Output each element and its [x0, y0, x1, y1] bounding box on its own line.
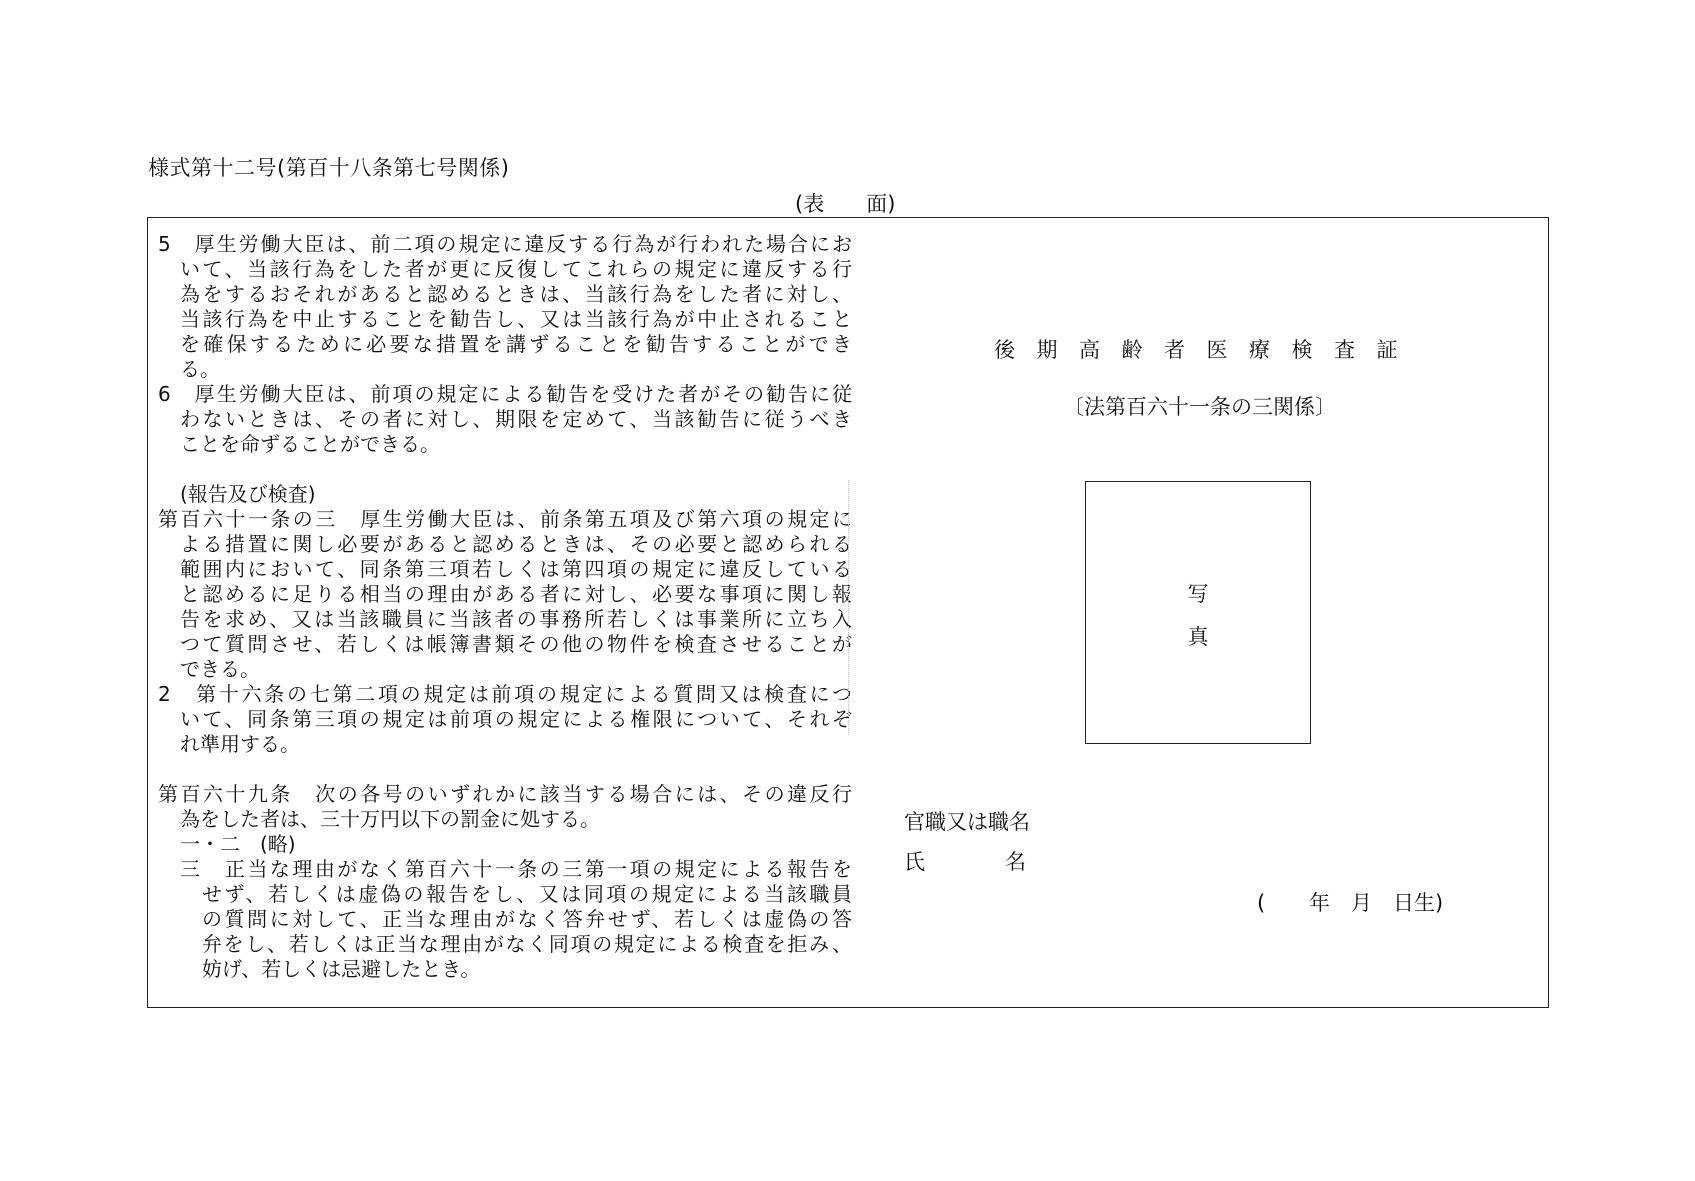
law-line: わないときは、その者に対し、期限を定めて、当該勧告に従うべき — [180, 407, 852, 431]
law-line: れ準用する。 — [180, 732, 300, 756]
position-label: 官職又は職名 — [904, 810, 1030, 834]
law-line: 為をした者は、三十万円以下の罰金に処する。 — [180, 807, 600, 831]
law-line: の質問に対して、正当な理由がなく答弁せず、若しくは虚偽の答 — [202, 907, 852, 931]
card-title: 後期高齢者医療検査証 — [994, 338, 1419, 362]
law-line: 第百六十九条 次の各号のいずれかに該当する場合には、その違反行 — [158, 782, 852, 806]
law-line: 6 厚生労働大臣は、前項の規定による勧告を受けた者がその勧告に従 — [158, 382, 852, 406]
law-line: 2 第十六条の七第二項の規定は前項の規定による質問又は検査につ — [158, 682, 852, 706]
law-line: よる措置に関し必要があると認めるときは、その必要と認められる — [180, 532, 852, 556]
law-line: 妨げ、若しくは忌避したとき。 — [202, 957, 481, 981]
birth-open: ( — [1257, 891, 1266, 915]
law-line: ことを命ずることができる。 — [180, 432, 440, 456]
law-section-heading: (報告及び検査) — [180, 482, 316, 506]
law-line: できる。 — [180, 657, 260, 681]
law-line: いて、同条第三項の規定は前項の規定による権限について、それぞ — [180, 707, 852, 731]
law-line: を確保するために必要な措置を講ずることを勧告することができ — [180, 332, 852, 356]
side-label — [795, 188, 895, 218]
law-line: せず、若しくは虚偽の報告をし、又は同項の規定による当該職員 — [202, 882, 852, 906]
photo-box — [1085, 481, 1311, 744]
side-label-close: 面) — [866, 192, 896, 216]
law-line: と認めるに足りる相当の理由がある者に対し、必要な事項に関し報 — [180, 582, 852, 606]
law-line: 第百六十一条の三 厚生労働大臣は、前条第五項及び第六項の規定に — [158, 507, 852, 531]
fold-line — [848, 480, 849, 735]
law-line: 範囲内において、同条第三項若しくは第四項の規定に違反している — [180, 557, 852, 581]
law-line: 三 正当な理由がなく第百六十一条の三第一項の規定による報告を — [180, 857, 852, 881]
birth-date — [1257, 887, 1443, 917]
form-number: 様式第十二号(第百十八条第七号関係) — [148, 156, 510, 180]
law-line: る。 — [180, 357, 220, 381]
law-line: 告を求め、又は当該職員に当該者の事務所若しくは事業所に立ち入 — [180, 607, 852, 631]
birth-year: 年 — [1309, 891, 1330, 915]
law-line: 5 厚生労働大臣は、前二項の規定に違反する行為が行われた場合にお — [158, 232, 852, 256]
name-label: 氏名 — [904, 850, 1106, 874]
side-label-open: (表 — [795, 192, 825, 216]
law-line: いて、当該行為をした者が更に反復してこれらの規定に違反する行 — [180, 257, 852, 281]
law-line: つて質問させ、若しくは帳簿書類その他の物件を検査させることが — [180, 632, 852, 656]
card-law-reference: 〔法第百六十一条の三関係〕 — [1063, 395, 1336, 419]
birth-month: 月 — [1351, 891, 1372, 915]
law-line: 為をするおそれがあると認めるときは、当該行為をした者に対し、 — [180, 282, 852, 306]
law-line: 一・二 (略) — [180, 832, 296, 856]
law-excerpt — [158, 232, 852, 998]
law-line: 当該行為を中止することを勧告し、又は当該行為が中止されること — [180, 307, 852, 331]
law-line: 弁をし、若しくは正当な理由がなく同項の規定による検査を拒み、 — [202, 932, 852, 956]
photo-label: 真 — [1187, 625, 1209, 649]
photo-label: 写 — [1187, 582, 1209, 606]
birth-day: 日生) — [1393, 891, 1444, 915]
